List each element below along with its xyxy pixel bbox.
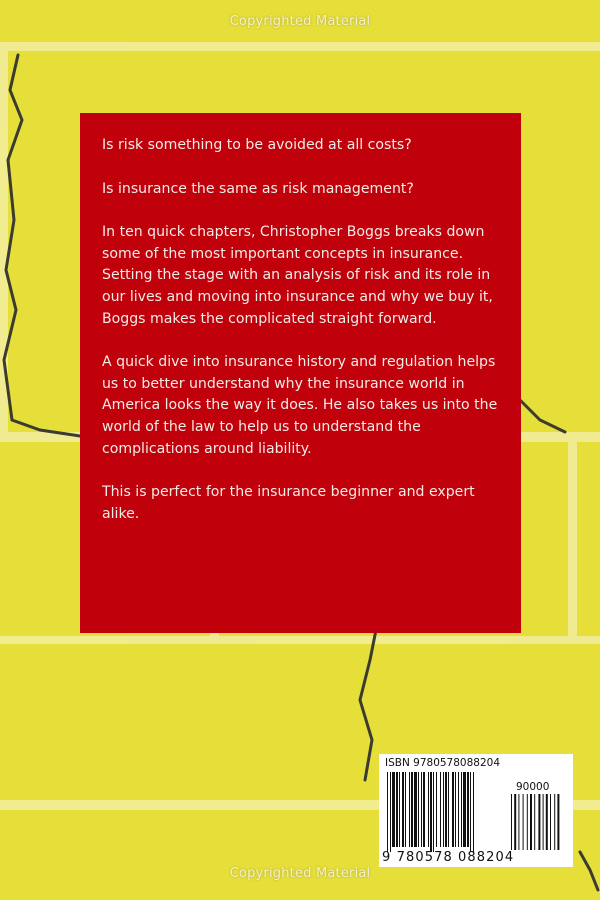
isbn-label: ISBN 9780578088204 bbox=[385, 757, 501, 769]
watermark-top: Copyrighted Material bbox=[229, 14, 371, 29]
blurb-paragraph-2: A quick dive into insurance history and regulation helps us to better understand why the insurance world in America looks the way it does. He also takes us into the world of the law to help us to understand the complications around liability. bbox=[102, 354, 498, 457]
blurb-question-1: Is risk something to be avoided at all costs? bbox=[102, 137, 412, 153]
watermark-bottom: Copyrighted Material bbox=[229, 866, 371, 881]
blurb-paragraph-3: This is perfect for the insurance beginner and expert alike. bbox=[102, 484, 475, 522]
blurb-question-2: Is insurance the same as risk management? bbox=[102, 180, 414, 197]
price-code: 90000 bbox=[516, 781, 550, 793]
isbn-barcode bbox=[379, 754, 573, 867]
blurb-paragraph-1: In ten quick chapters, Christopher Boggs breaks down some of the most important concepts in insurance. Setting the stage with an analysis of risk and its role in our lives and moving into insurance and why we buy it, Boggs makes the complicated straight forward. bbox=[102, 224, 493, 327]
back-cover-blurb-panel bbox=[80, 113, 521, 633]
barcode-digits: 9 780578 088204 bbox=[382, 850, 515, 865]
